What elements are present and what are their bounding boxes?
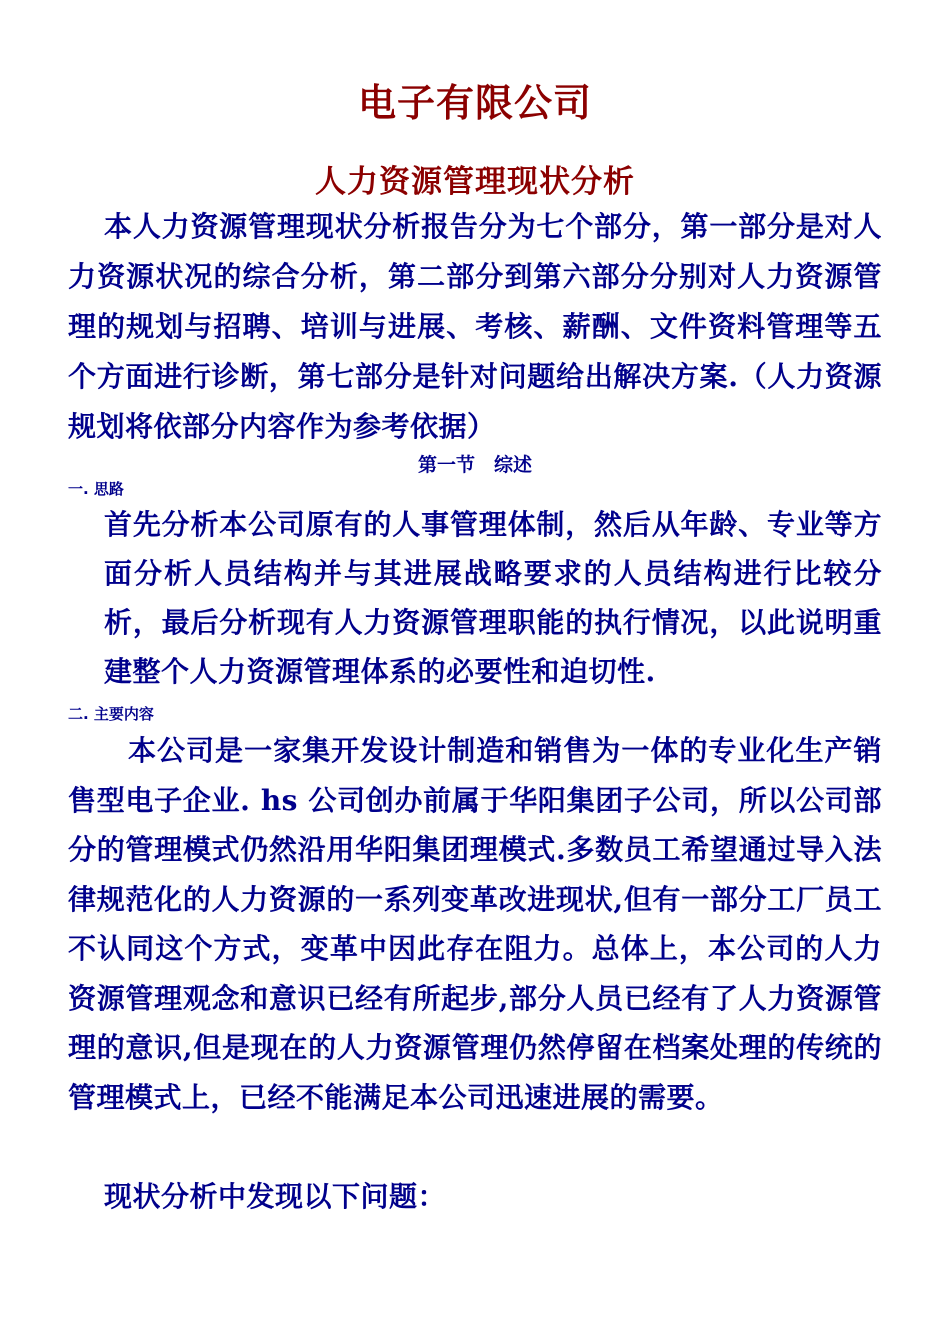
approach-paragraph: 首先分析本公司原有的人事管理体制，然后从年龄、专业等方面分析人员结构并与其进展战略要求的人员结构进行比较分析，最后分析现有人力资源管理职能的执行情况，以此说明重建整个人力资源管理体系的必要性和迫切性.: [104, 508, 882, 688]
approach-heading: 一. 思路: [68, 480, 124, 498]
company-title: 电子有限公司: [357, 81, 592, 125]
section-heading: 第一节 综述: [417, 454, 532, 476]
issues-intro: 现状分析中发现以下问题：: [104, 1180, 447, 1213]
report-subtitle: 人力资源管理现状分析: [315, 164, 635, 200]
content-paragraph: 本公司是一家集开发设计制造和销售为一体的专业化生产销售型电子企业. hs 公司创办前属于华阳集团子公司，所以公司部分的管理模式仍然沿用华阳集团理模式.多数员工希望通过导入法律规范化的人力资源的一系列变革改进现状,但有一部分工厂员工不认同这个方式，变革中因此存在阻力。总体上，本公司的人力资源管理观念和意识已经有所起步,部分人员已经有了人力资源管理的意识,但是现在的人力资源管理仍然停留在档案处理的传统的管理模式上，已经不能满足本公司迅速进展的需要。: [68, 734, 882, 1114]
intro-paragraph: 本人力资源管理现状分析报告分为七个部分，第一部分是对人力资源状况的综合分析，第二部分到第六部分分别对人力资源管理的规划与招聘、培训与进展、考核、薪酬、文件资料管理等五个方面进行诊断，第七部分是针对问题给出解决方案.（人力资源规划将依部分内容作为参考依据）: [68, 210, 882, 443]
content-heading: 二. 主要内容: [68, 705, 154, 723]
